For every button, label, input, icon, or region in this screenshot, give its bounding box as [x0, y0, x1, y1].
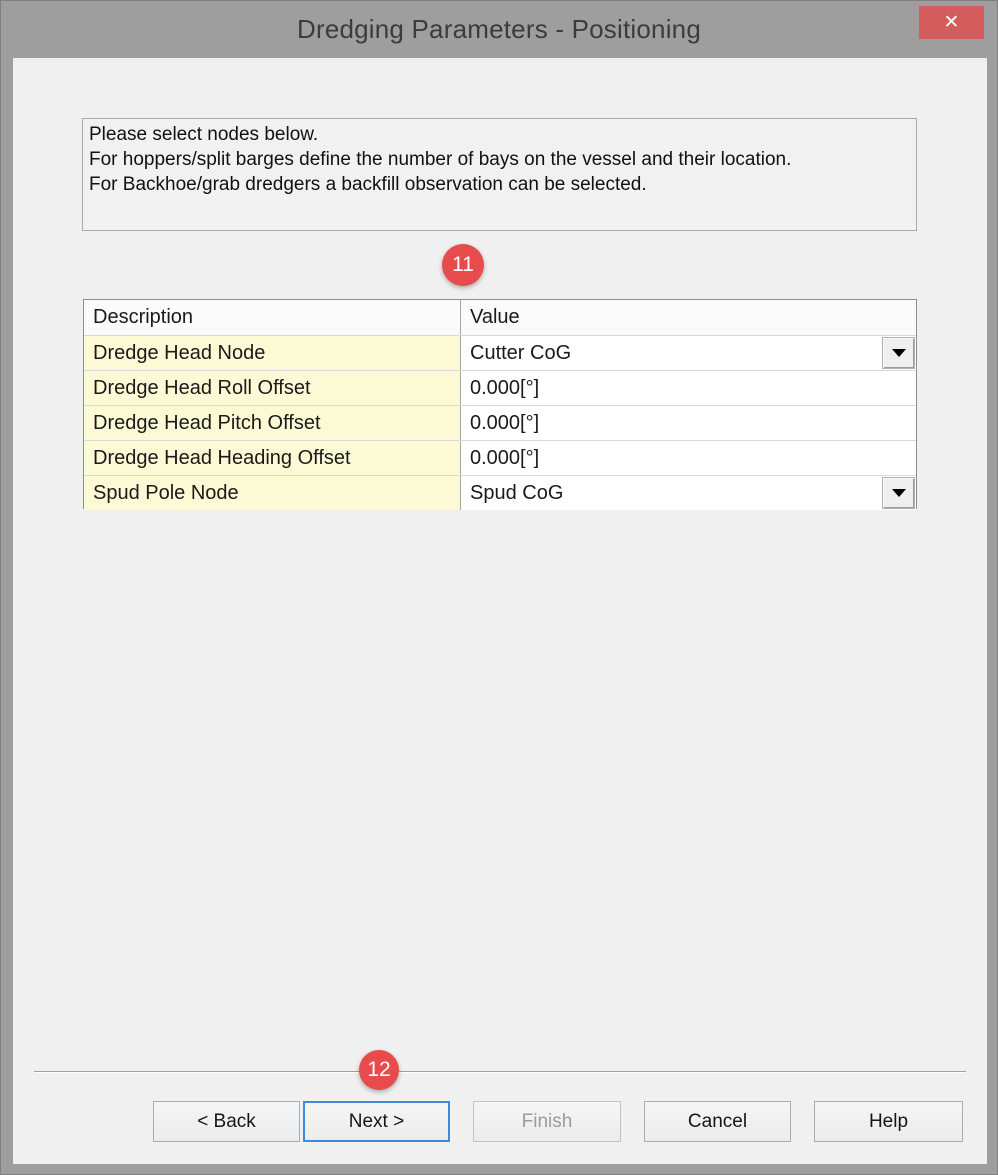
- table-row: [84, 335, 916, 370]
- annotation-step-badge: [359, 1050, 399, 1090]
- finish-button: Finish: [473, 1101, 621, 1142]
- annotation-step-number: 12: [367, 1058, 391, 1081]
- table-row: [84, 475, 916, 510]
- dialog-title: Dredging Parameters - Positioning: [296, 14, 701, 44]
- instruction-line: Please select nodes below.: [89, 124, 319, 145]
- value-input-field[interactable]: 0.000[°]: [461, 406, 916, 440]
- dialog-content: [13, 58, 987, 1164]
- row-description: Spud Pole Node: [84, 476, 461, 510]
- instruction-line: For hoppers/split barges define the number of bays on the vessel and their location.: [89, 149, 792, 170]
- row-description: Dredge Head Node: [84, 336, 461, 370]
- back-button[interactable]: < Back: [153, 1101, 300, 1142]
- instructions-box: [82, 118, 917, 231]
- dropdown-selected-value: Spud CoG: [470, 481, 564, 504]
- row-description: Dredge Head Roll Offset: [84, 371, 461, 405]
- divider-line: [34, 1071, 966, 1073]
- cancel-button[interactable]: Cancel: [644, 1101, 791, 1142]
- header-description: Description: [84, 300, 461, 335]
- annotation-step-badge: [442, 244, 484, 286]
- table-row: [84, 405, 916, 440]
- dropdown-field[interactable]: [461, 476, 916, 510]
- row-description: Dredge Head Heading Offset: [84, 441, 461, 475]
- close-icon: ✕: [943, 12, 960, 33]
- row-description: Dredge Head Pitch Offset: [84, 406, 461, 440]
- parameters-table: [83, 299, 917, 509]
- annotation-step-number: 11: [452, 253, 474, 276]
- chevron-down-icon: [892, 489, 906, 497]
- dropdown-selected-value: Cutter CoG: [470, 341, 572, 364]
- header-value: Value: [461, 300, 916, 335]
- dropdown-field[interactable]: [461, 336, 916, 370]
- title-bar: [1, 1, 997, 58]
- dropdown-button[interactable]: [882, 337, 915, 369]
- close-button[interactable]: [919, 6, 984, 39]
- table-row: [84, 370, 916, 405]
- value-input-field[interactable]: 0.000[°]: [461, 441, 916, 475]
- dropdown-button[interactable]: [882, 477, 915, 509]
- value-input-field[interactable]: 0.000[°]: [461, 371, 916, 405]
- instruction-line: For Backhoe/grab dredgers a backfill observation can be selected.: [89, 174, 647, 195]
- chevron-down-icon: [892, 349, 906, 357]
- table-row: [84, 440, 916, 475]
- next-button[interactable]: Next >: [303, 1101, 450, 1142]
- table-header-row: [84, 300, 916, 335]
- help-button[interactable]: Help: [814, 1101, 963, 1142]
